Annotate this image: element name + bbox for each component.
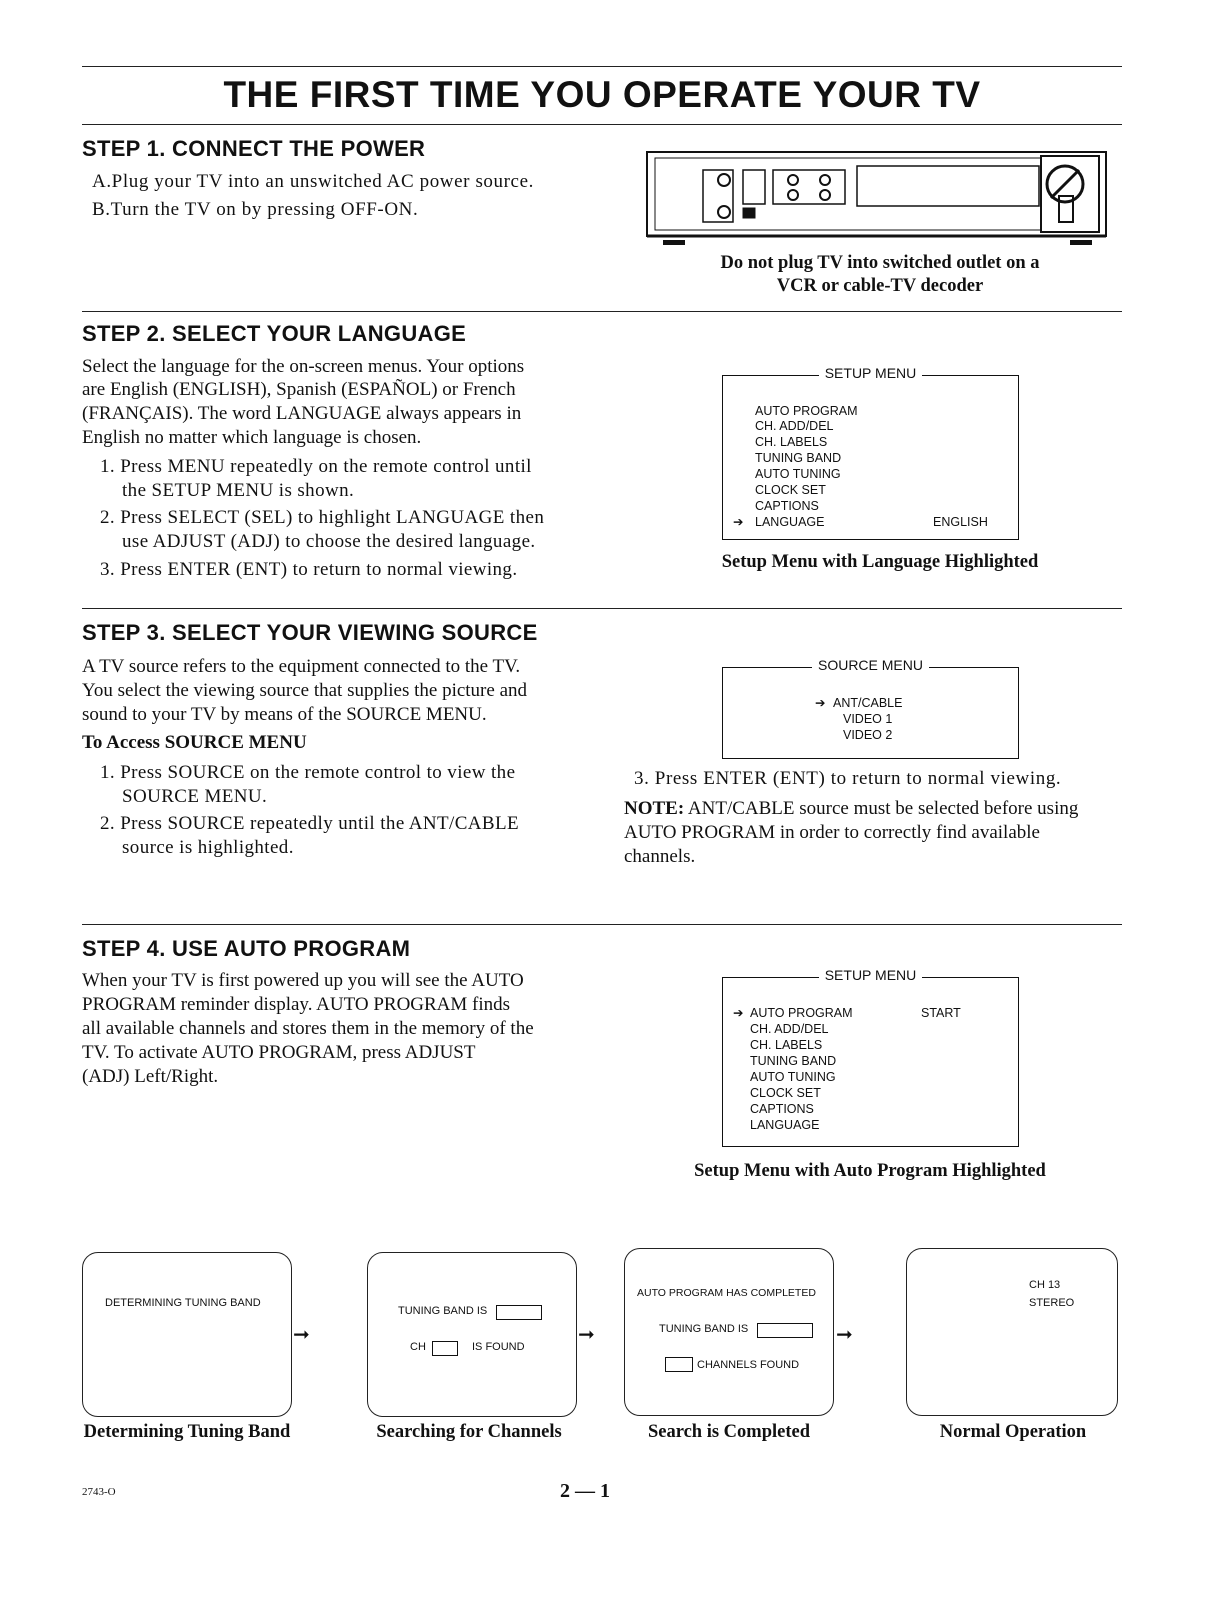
- menu2-item-ch-labels: CH. LABELS: [750, 1038, 823, 1052]
- setup-menu-title-2: SETUP MENU: [819, 967, 923, 983]
- source-menu: [722, 657, 1019, 759]
- step3-item-1-text: Press SOURCE on the remote control to view the: [120, 762, 516, 783]
- menu-pointer-arrow-icon: ➔: [733, 515, 744, 529]
- step4-intro-5: (ADJ) Left/Right.: [82, 1066, 219, 1087]
- top-rule: [82, 66, 1122, 67]
- menu-item-auto-tuning: AUTO TUNING: [755, 467, 841, 481]
- source-pointer-arrow-icon: ➔: [815, 696, 826, 710]
- menu-item-ch-add-del: CH. ADD/DEL: [755, 419, 834, 433]
- screen3-line1: AUTO PROGRAM HAS COMPLETED: [637, 1287, 816, 1299]
- screen2-line1: TUNING BAND IS: [398, 1305, 488, 1317]
- step3-item-1: [92, 761, 515, 809]
- screen2-band-box: [496, 1305, 542, 1320]
- menu2-item-language: LANGUAGE: [750, 1118, 820, 1132]
- step3-note-line3: channels.: [624, 846, 696, 867]
- step2-item-1: [92, 455, 532, 503]
- step3-note-line1: [624, 797, 1078, 821]
- step3-item-1-num: 1.: [100, 762, 116, 783]
- step3-item-1-text2: SOURCE MENU.: [122, 786, 268, 807]
- step3-intro-3: sound to your TV by means of the SOURCE MENU.: [82, 704, 487, 725]
- step2-heading: STEP 2. SELECT YOUR LANGUAGE: [82, 321, 467, 346]
- rule-step3: [82, 608, 1122, 609]
- step2-item-1-num: 1.: [100, 456, 116, 477]
- step3-item-2: [92, 812, 519, 860]
- menu2-item-ch-add-del: CH. ADD/DEL: [750, 1022, 829, 1036]
- step4-intro-4: TV. To activate AUTO PROGRAM, press ADJUST: [82, 1042, 476, 1063]
- menu-item-captions: CAPTIONS: [755, 499, 819, 513]
- page-number: 2 — 1: [560, 1480, 610, 1502]
- screen3-line3: CHANNELS FOUND: [697, 1359, 800, 1371]
- step2-intro-4: English no matter which language is chosen.: [82, 427, 422, 448]
- note-text-1: ANT/CABLE source must be selected before using: [684, 798, 1079, 819]
- tv-back-panel-illustration: [645, 150, 1110, 246]
- step2-intro-3: (FRANÇAIS). The word LANGUAGE always appears in: [82, 403, 522, 424]
- step2-caption: Setup Menu with Language Highlighted: [721, 552, 1039, 572]
- screen4-channel: CH 13: [1029, 1279, 1061, 1291]
- setup-menu-language: [722, 365, 1019, 540]
- step2-item-2-text: Press SELECT (SEL) to highlight LANGUAGE then: [120, 507, 545, 528]
- menu-value-english: ENGLISH: [933, 515, 988, 529]
- menu2-item-auto-tuning: AUTO TUNING: [750, 1070, 836, 1084]
- menu-item-ch-labels: CH. LABELS: [755, 435, 828, 449]
- step2-item-1-text2: the SETUP MENU is shown.: [122, 480, 355, 501]
- step2-intro-2: are English (ENGLISH), Spanish (ESPAÑOL) or French: [82, 379, 516, 400]
- screen1-text: DETERMINING TUNING BAND: [105, 1297, 261, 1309]
- source-item-video1: VIDEO 1: [843, 712, 893, 726]
- step4-intro-3: all available channels and stores them in the memory of the: [82, 1018, 534, 1039]
- screen4-stereo: STEREO: [1029, 1297, 1075, 1309]
- screen-searching: [367, 1252, 577, 1417]
- step3-item-3: 3. Press ENTER (ENT) to return to normal viewing.: [634, 768, 1062, 789]
- arrow-icon-3: ➞: [836, 1322, 853, 1346]
- step2-item-2: [92, 506, 544, 554]
- step1-caption-line1: Do not plug TV into switched outlet on a: [720, 253, 1040, 273]
- menu-item-tuning-band: TUNING BAND: [755, 451, 842, 465]
- step3-note-line2: AUTO PROGRAM in order to correctly find available: [624, 822, 1040, 843]
- step3-item-2-text2: source is highlighted.: [122, 837, 294, 858]
- screen-normal: [906, 1248, 1118, 1416]
- step4-heading: STEP 4. USE AUTO PROGRAM: [82, 936, 411, 961]
- arrow-icon-1: ➞: [293, 1322, 310, 1346]
- step2-intro-1: Select the language for the on-screen menus. Your options: [82, 356, 525, 377]
- step2-item-2-text2: use ADJUST (ADJ) to choose the desired language.: [122, 531, 536, 552]
- source-item-ant-cable: ANT/CABLE: [833, 696, 903, 710]
- caption-determining: Determining Tuning Band: [83, 1422, 291, 1442]
- source-item-video2: VIDEO 2: [843, 728, 893, 742]
- menu2-pointer-arrow-icon: ➔: [733, 1006, 744, 1020]
- screen2-ch-box: [432, 1341, 458, 1356]
- menu2-item-auto-program: AUTO PROGRAM: [750, 1006, 853, 1020]
- rule-step4: [82, 924, 1122, 925]
- setup-menu-auto-program: [722, 967, 1019, 1147]
- step3-subheading: To Access SOURCE MENU: [82, 732, 307, 753]
- step2-item-1-text: Press MENU repeatedly on the remote control until: [120, 456, 532, 477]
- menu2-item-clock-set: CLOCK SET: [750, 1086, 821, 1100]
- rule-step2: [82, 311, 1122, 312]
- step2-item-3-num: 3.: [100, 559, 116, 580]
- screen2-ch-label: CH: [410, 1341, 426, 1353]
- step2-item-3: [92, 558, 518, 582]
- screen2-found-label: IS FOUND: [472, 1341, 525, 1353]
- step4-intro-1: When your TV is first powered up you will see the AUTO: [82, 970, 524, 991]
- step2-item-2-num: 2.: [100, 507, 116, 528]
- source-menu-title: SOURCE MENU: [812, 657, 929, 673]
- title-rule: [82, 124, 1122, 125]
- step2-item-3-text: Press ENTER (ENT) to return to normal viewing.: [120, 559, 518, 580]
- step1-heading: STEP 1. CONNECT THE POWER: [82, 136, 426, 161]
- step1-caption-line2: VCR or cable-TV decoder: [776, 276, 984, 296]
- step3-intro-2: You select the viewing source that supplies the picture and: [82, 680, 527, 701]
- screen3-channels-box: [665, 1357, 693, 1372]
- step1-line-a: A.Plug your TV into an unswitched AC power source.: [92, 171, 534, 192]
- menu2-item-captions: CAPTIONS: [750, 1102, 814, 1116]
- step3-item-2-num: 2.: [100, 813, 116, 834]
- page-title: THE FIRST TIME YOU OPERATE YOUR TV: [223, 74, 981, 115]
- menu-item-clock-set: CLOCK SET: [755, 483, 826, 497]
- caption-normal: Normal Operation: [939, 1422, 1087, 1442]
- document-code: 2743-O: [82, 1486, 116, 1498]
- screen3-line2: TUNING BAND IS: [659, 1323, 749, 1335]
- step4-intro-2: PROGRAM reminder display. AUTO PROGRAM finds: [82, 994, 511, 1015]
- step1-line-b: B.Turn the TV on by pressing OFF-ON.: [92, 199, 419, 220]
- caption-searching: Searching for Channels: [376, 1422, 562, 1442]
- note-label: NOTE:: [624, 798, 685, 819]
- menu-item-language: LANGUAGE: [755, 515, 825, 529]
- menu2-item-tuning-band: TUNING BAND: [750, 1054, 837, 1068]
- caption-completed: Search is Completed: [647, 1422, 811, 1442]
- screen3-band-box: [757, 1323, 813, 1338]
- step3-intro-1: A TV source refers to the equipment connected to the TV.: [82, 656, 521, 677]
- step4-caption: Setup Menu with Auto Program Highlighted: [694, 1161, 1046, 1181]
- step3-heading: STEP 3. SELECT YOUR VIEWING SOURCE: [82, 620, 538, 645]
- screen-determining: [82, 1252, 292, 1417]
- menu2-value-start: START: [921, 1006, 961, 1020]
- step3-item-2-text: Press SOURCE repeatedly until the ANT/CABLE: [120, 813, 519, 834]
- menu-item-auto-program: AUTO PROGRAM: [755, 404, 858, 418]
- setup-menu-title: SETUP MENU: [819, 365, 923, 381]
- arrow-icon-2: ➞: [578, 1322, 595, 1346]
- screen-completed: [624, 1248, 834, 1416]
